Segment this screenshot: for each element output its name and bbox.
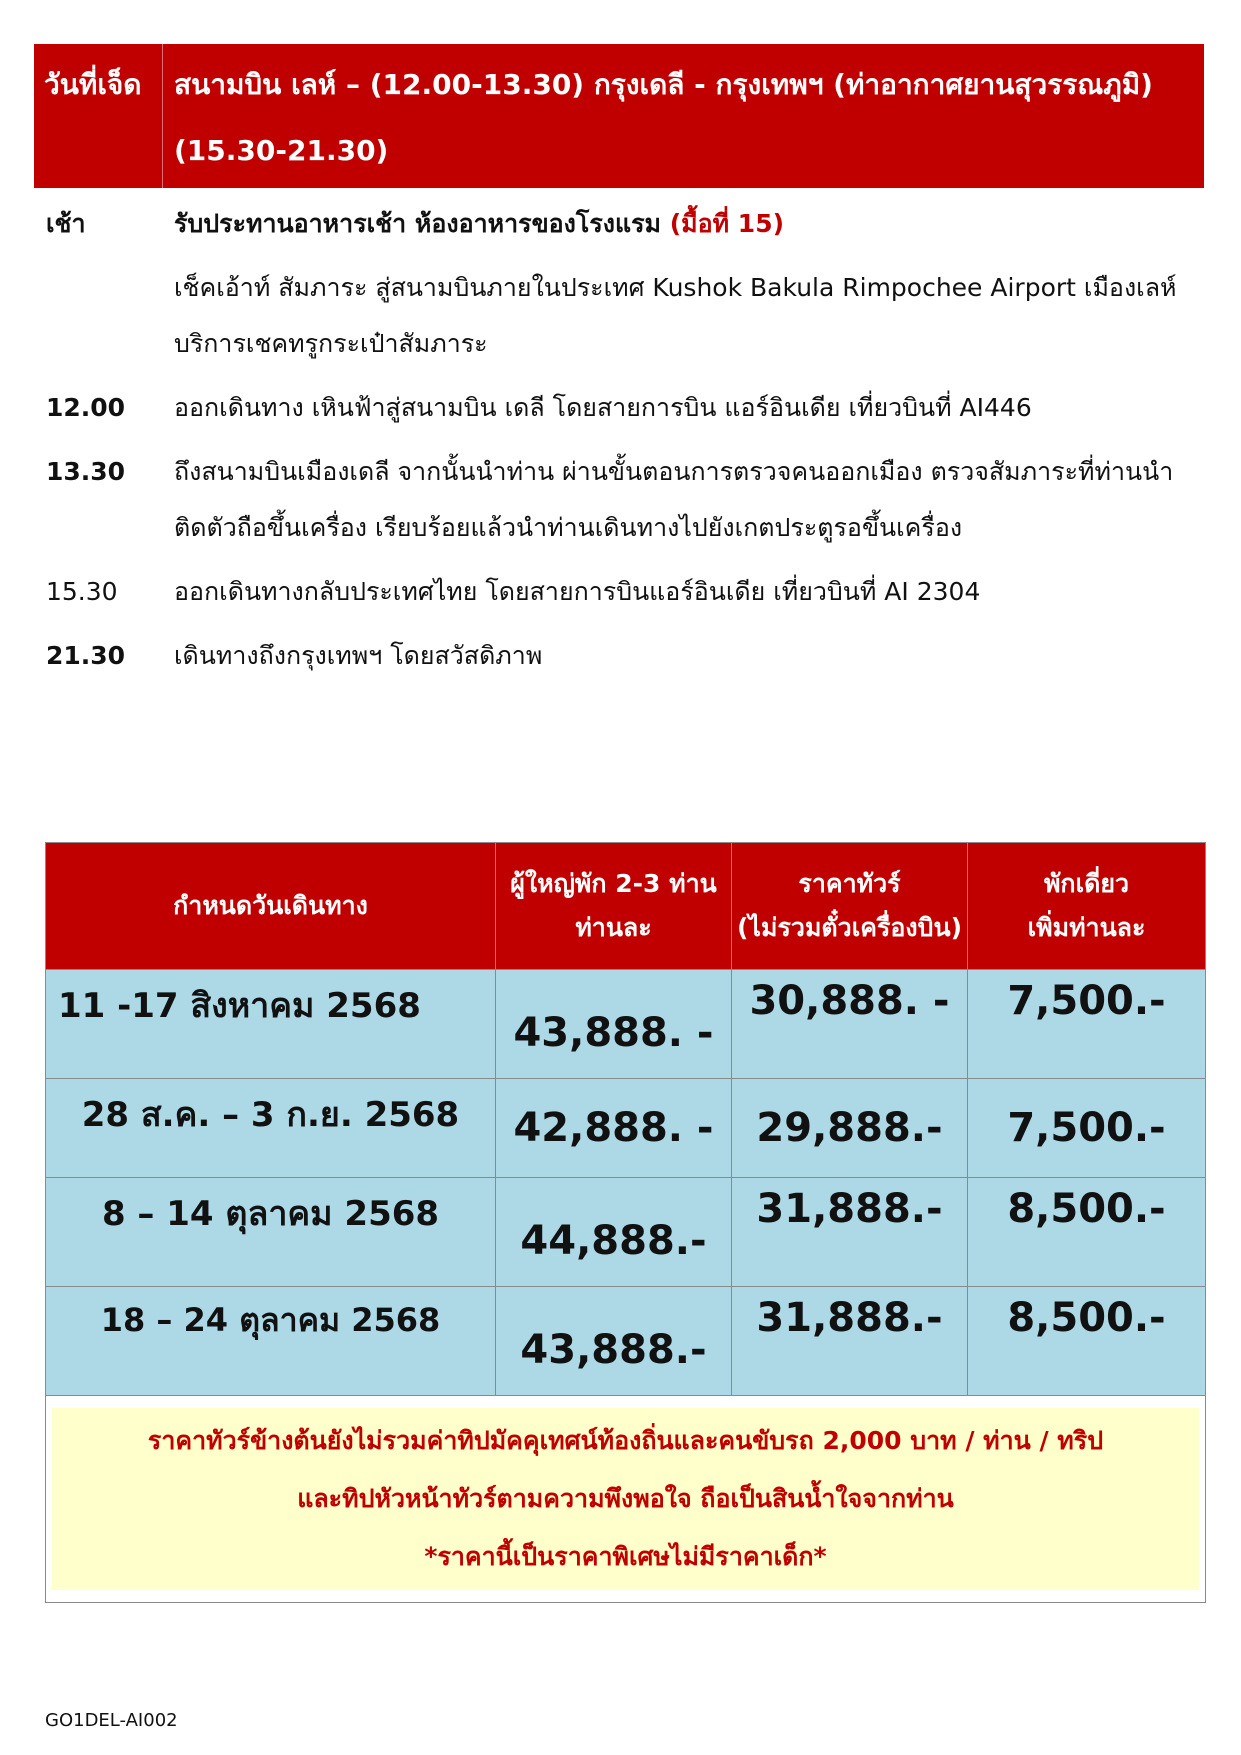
document-code: GO1DEL-AI002 [45, 1710, 178, 1731]
itinerary-text: เดินทางถึงกรุงเทพฯ โดยสวัสดิภาพ [174, 641, 543, 670]
single-price: 7,500.- [968, 970, 1206, 1079]
price-note [52, 1408, 1199, 1590]
header-single-line2: เพิ่มท่านละ [1027, 913, 1146, 942]
travel-date: 28 ส.ค. – 3 ก.ย. 2568 [46, 1079, 496, 1178]
day-header [34, 44, 1204, 188]
itinerary-text: ออกเดินทาง เหินฟ้าสู่สนามบิน เดลี โดยสายการบิน แอร์อินเดีย เที่ยวบินที่ AI446 [174, 393, 1032, 422]
table-row [46, 1287, 1206, 1396]
itinerary-row [34, 196, 1214, 252]
itinerary-time: 12.00 [46, 393, 126, 422]
itinerary-text [174, 196, 1209, 252]
header-adult-price: ผู้ใหญ่พัก 2-3 ท่าน ท่านละ [496, 843, 732, 970]
header-single-supplement [968, 843, 1206, 970]
tour-price: 29,888.- [732, 1079, 968, 1178]
single-price: 7,500.- [968, 1079, 1206, 1178]
single-price: 8,500.- [968, 1287, 1206, 1396]
header-tour-price-line2: (ไม่รวมตั๋วเครื่องบิน) [737, 913, 962, 942]
itinerary-row [34, 628, 1214, 684]
travel-date: 18 – 24 ตุลาคม 2568 [46, 1287, 496, 1396]
itinerary-text-main: รับประทานอาหารเช้า ห้องอาหารของโรงแรม [174, 209, 661, 238]
itinerary-row [34, 260, 1214, 372]
itinerary-time: 21.30 [46, 641, 126, 670]
single-price: 8,500.- [968, 1178, 1206, 1287]
table-row [46, 1178, 1206, 1287]
itinerary-row [34, 444, 1214, 556]
header-tour-price-line1: ราคาทัวร์ [798, 869, 901, 898]
itinerary-text: ถึงสนามบินเมืองเดลี จากนั้นนำท่าน ผ่านขั้นตอนการตรวจคนออกเมือง ตรวจสัมภาระที่ท่านนำติดตัวถือขึ้นเครื่อง เรียบร้อยแล้วนำท่านเดินทางไปยังเกตประตูรอขึ้นเครื่อง [174, 457, 1174, 542]
day-label: วันที่เจ็ด [44, 68, 142, 101]
itinerary-row [34, 564, 1214, 620]
adult-price: 43,888. - [496, 970, 732, 1079]
table-row [46, 1079, 1206, 1178]
itinerary [34, 196, 1214, 684]
price-note-line: ราคาทัวร์ข้างต้นยังไม่รวมค่าทิปมัคคุเทศน์ท้องถิ่นและคนขับรถ 2,000 บาท / ท่าน / ทริป [147, 1426, 1104, 1455]
price-note-line: *ราคานี้เป็นราคาพิเศษไม่มีราคาเด็ก* [424, 1542, 827, 1571]
travel-date: 8 – 14 ตุลาคม 2568 [46, 1178, 496, 1287]
tour-price: 31,888.- [732, 1178, 968, 1287]
header-single-line1: พักเดี่ยว [1043, 869, 1130, 898]
travel-date: 11 -17 สิงหาคม 2568 [46, 970, 496, 1079]
day-title: สนามบิน เลห์ – (12.00-13.30) กรุงเดลี - กรุงเทพฯ (ท่าอากาศยานสุวรรณภูมิ) (15.30-21.30) [174, 68, 1153, 167]
header-travel-date: กำหนดวันเดินทาง [46, 843, 496, 970]
itinerary-time: เช้า [46, 209, 86, 238]
price-table-header-row [46, 843, 1206, 970]
note-row [46, 1396, 1206, 1603]
itinerary-row [34, 380, 1214, 436]
tour-price: 30,888. - [732, 970, 968, 1079]
adult-price: 44,888.- [496, 1178, 732, 1287]
price-note-line: และทิปหัวหน้าทัวร์ตามความพึงพอใจ ถือเป็นสินน้ำใจจากท่าน [297, 1484, 954, 1513]
itinerary-text: เช็คเอ้าท์ สัมภาระ สู่สนามบินภายในประเทศ Kushok Bakula Rimpochee Airport เมืองเลห์ บริการเชคทรูกระเป๋าสัมภาระ [174, 273, 1177, 358]
tour-price: 31,888.- [732, 1287, 968, 1396]
header-divider [162, 44, 163, 188]
table-row [46, 970, 1206, 1079]
adult-price: 42,888. - [496, 1079, 732, 1178]
itinerary-time: 15.30 [46, 577, 118, 606]
note-cell [46, 1396, 1206, 1603]
price-table [45, 842, 1206, 1603]
itinerary-text: ออกเดินทางกลับประเทศไทย โดยสายการบินแอร์อินเดีย เที่ยวบินที่ AI 2304 [174, 577, 981, 606]
header-tour-price [732, 843, 968, 970]
meal-count: (มื้อที่ 15) [669, 209, 785, 238]
itinerary-time: 13.30 [46, 457, 126, 486]
adult-price: 43,888.- [496, 1287, 732, 1396]
